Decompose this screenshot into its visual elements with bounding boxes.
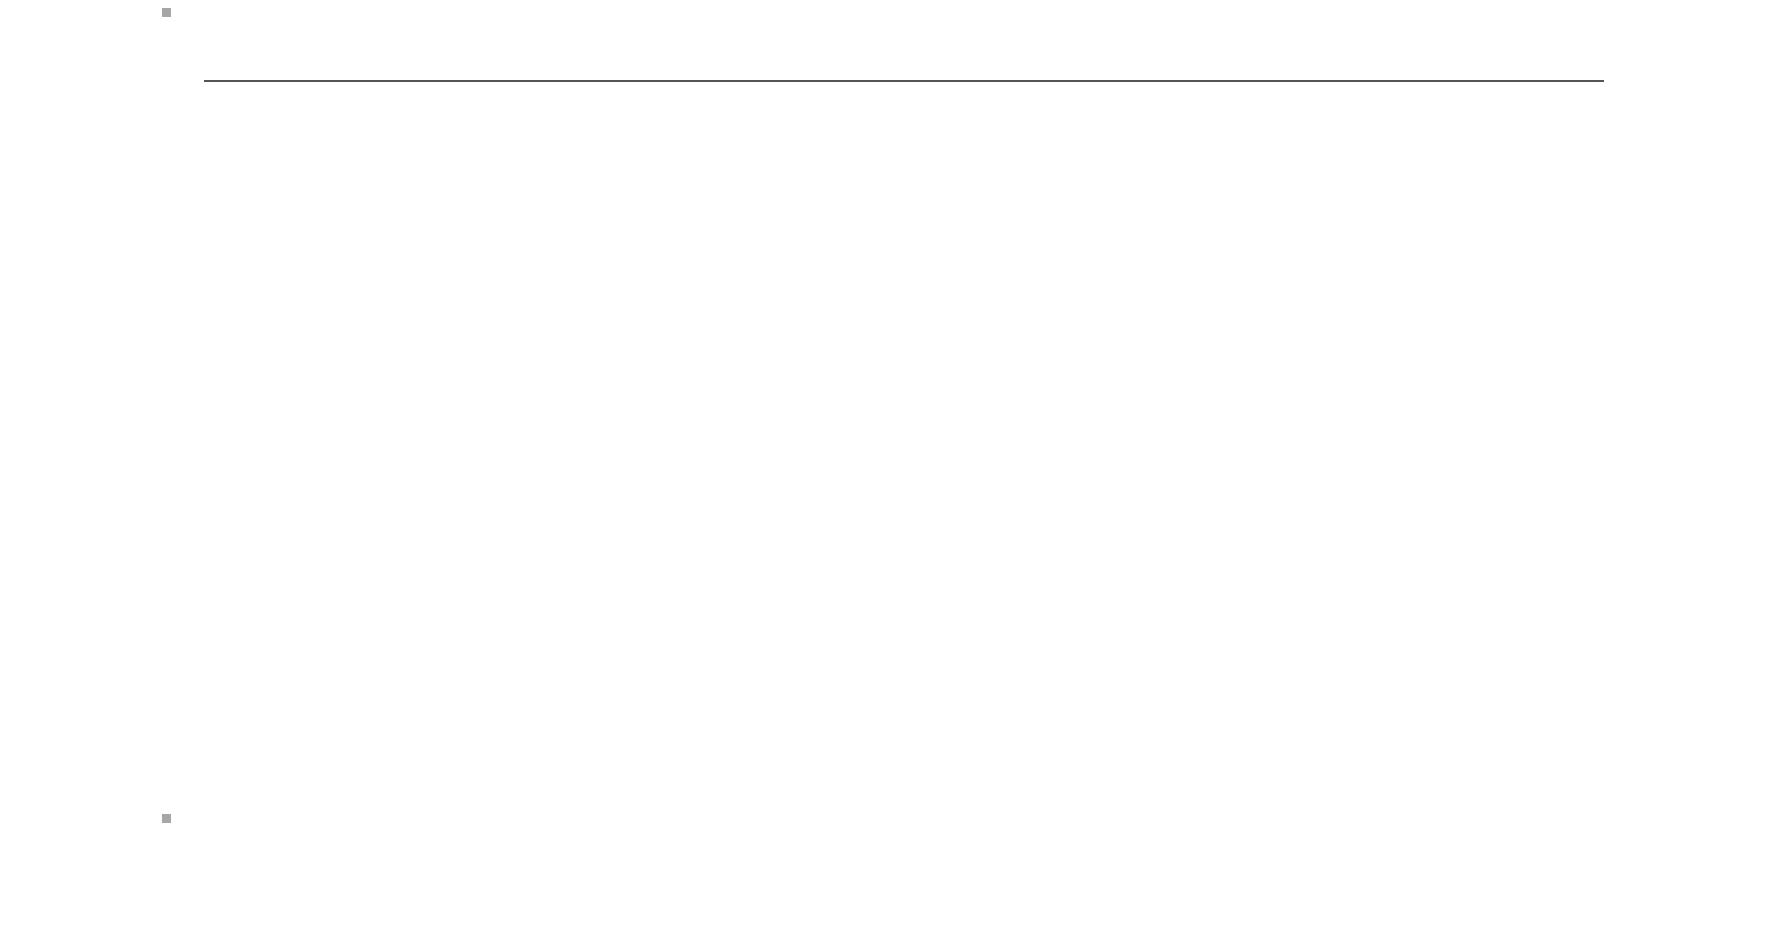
ordering-table [204, 48, 1604, 82]
table-header [204, 48, 1604, 82]
order-key [213, 853, 1513, 895]
square-bullet-icon [162, 814, 171, 823]
square-bullet-icon [162, 8, 171, 17]
